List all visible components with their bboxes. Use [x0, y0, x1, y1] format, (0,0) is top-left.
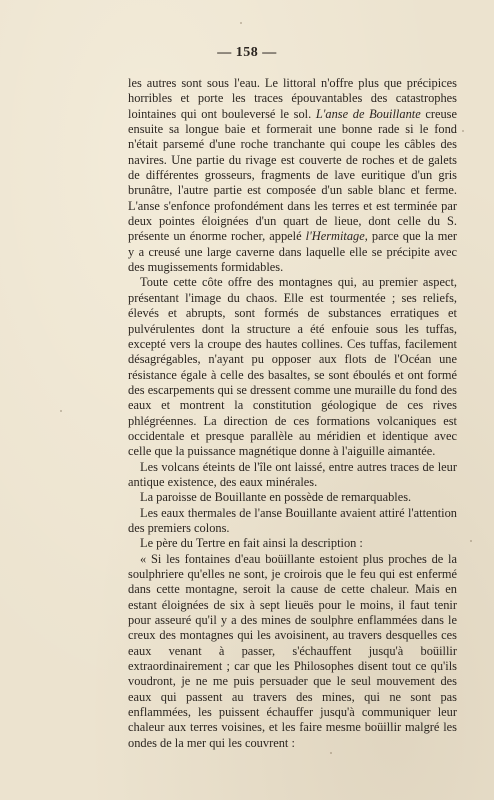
paragraph	[128, 536, 457, 551]
paragraph	[128, 275, 457, 459]
paragraph	[128, 506, 457, 537]
text-run: Les eaux thermales de l'anse Bouillante avaient attiré l'attention des premiers colons.	[128, 505, 457, 535]
italic-place-name: L'anse de Bouillante	[315, 106, 421, 121]
paper-speck	[240, 22, 242, 24]
text-run: Le père du Tertre en fait ainsi la description :	[140, 536, 363, 551]
paragraph	[128, 490, 457, 505]
text-run: creuse ensuite sa longue baie et formerait une bonne rade si le fond n'était parsemé d'une roche tranchante qui coupe les câbles des navires. Une partie du rivage est couverte de roches et de galets de différentes grosseurs, fragments de lave euritique d'un gris brunâtre, l'autre partie est composée d'un sable blanc et ferme. L'anse s'enfonce profondément dans les terres et est terminée par deux pointes éloignées d'un quart de lieue, dont celle du S. présente un énorme rocher, appelé	[128, 106, 458, 244]
text-run: La paroisse de Bouillante en possède de remarquables.	[140, 490, 412, 505]
paper-speck	[470, 540, 472, 542]
paragraph	[128, 460, 457, 491]
text-run: Les volcans éteints de l'île ont laissé, entre autres traces de leur antique existence, des eaux minérales.	[128, 459, 457, 489]
paper-speck	[330, 752, 332, 754]
paragraph	[128, 76, 457, 275]
text-run: Toute cette côte offre des montagnes qui, au premier aspect, présentant l'image du chaos. Elle est tourmentée ; ses reliefs, élevés et abrupts, sont formés de substances erratiques et pulvérulentes dont la structure a été enfouie sous les tuffas, excepté vers la croupe des hautes collines. Ces tuffas, facilement désagrégables, n'ayant pu opposer aux flots de l'Océan une résistance égale à celle des basaltes, se sont éboulés et ont formé des escarpements qui se dressent comme une muraille du fond des eaux et montrent la constitution géologique de ces rives phlégréennes. La direction de ces formations volcaniques est occidentale et presque parallèle au méridien et identique avec celle que la puissance magnétique donne à l'aiguille aimantée.	[128, 275, 457, 459]
paper-speck	[60, 410, 62, 412]
quotation-paragraph	[128, 552, 457, 751]
page-number: — 158 —	[217, 45, 277, 60]
text-run: , parce que la mer y a creusé une large caverne dans laquelle elle se précipite avec des mugissements formidables.	[128, 229, 457, 275]
paper-speck	[462, 130, 464, 132]
text-run: les autres sont sous l'eau. Le littoral n'offre plus que précipices horribles et porte les traces épouvantables des catastrophes lointaines qui ont bouleversé le sol.	[128, 76, 457, 121]
text-run: « Si les fontaines d'eau boüillante estoient plus proches de la soulphriere qu'elles ne sont, je croirois que le feu qui est enfermé dans cette montagne, seroit la cause de cette chaleur. Mais en estant éloignées de six à sept lieuës pour le moins, il faut tenir pour asseuré qu'il y a des mines de soulphre enflammées dans le creux des montagnes qui les avoisinent, au travers desquelles ces eaux venant à passer, s'échauffent jusqu'à boüillir extraordinairement ; car que les Philosophes disent tout ce qu'ils voudront, je ne me puis persuader que le seul mouvement des eaux qui passent au travers des mines, qui ne sont pas enflammées, les puissent échauffer jusqu'à communiquer leur chaleur aux terres voisines, et les faire mesme boüillir malgré les ondes de la mer qui les couvrent :	[128, 551, 457, 750]
body-text	[128, 76, 457, 751]
italic-place-name: l'Hermitage	[305, 229, 365, 244]
